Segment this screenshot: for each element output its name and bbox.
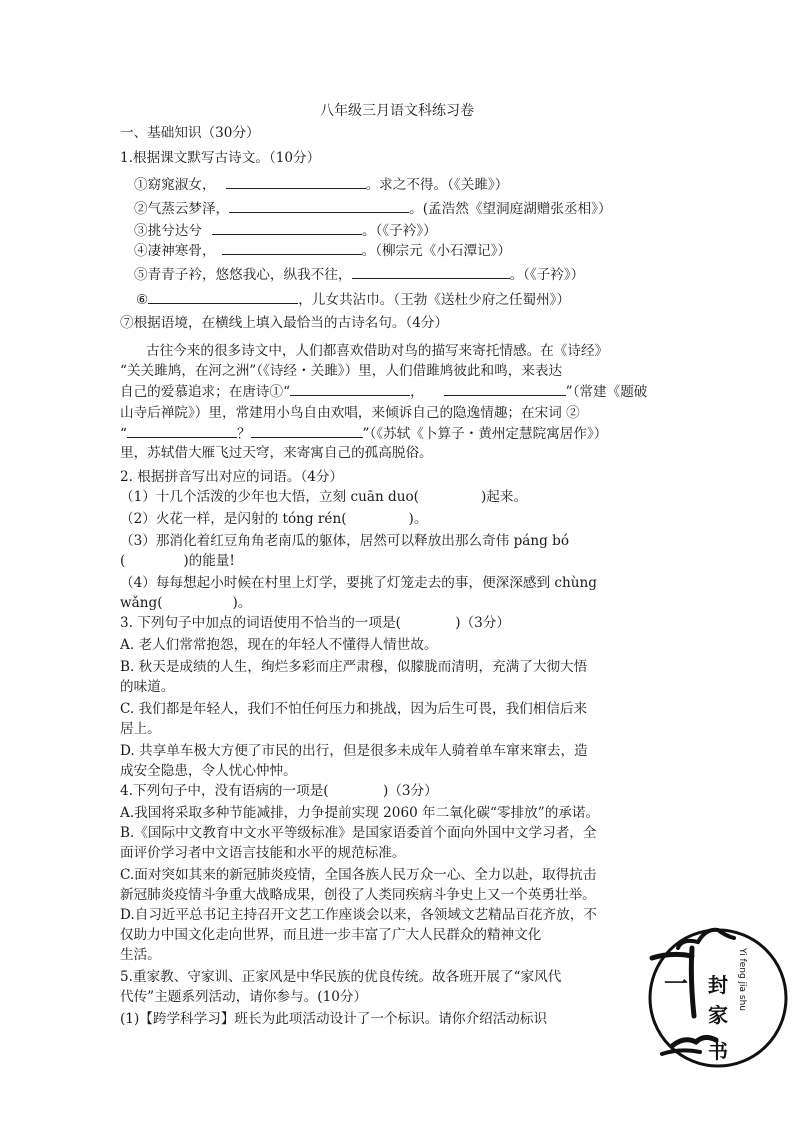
- option-a: A. 老人们常常抱怨，现在的年轻人不懂得人情世故。: [120, 637, 438, 653]
- answer-blank[interactable]: [212, 221, 362, 235]
- answer-blank[interactable]: [229, 199, 409, 213]
- answer-blank[interactable]: [127, 424, 237, 438]
- poem-line-6: ⑥ ，儿女共沾巾。（王勃《送杜少府之任蜀州》）: [136, 292, 571, 308]
- option-c-cont: 居上。: [120, 721, 161, 737]
- answer-blank[interactable]: [352, 265, 510, 279]
- poem-line-7: ⑦根据语境，在横线上填入最恰当的古诗名句。（4分）: [120, 315, 449, 331]
- context-paragraph-line: 里，苏轼借大雁飞过天穹，来寄寓自己的孤高脱俗。: [120, 445, 433, 461]
- context-paragraph-line: 山寺后禅院》）里，常建用小鸟自由欢唱，来倾诉自己的隐逸情趣；在宋词 ②: [120, 405, 580, 421]
- yi-feng-jia-shu-seal-logo: [642, 918, 788, 1068]
- option-b-cont: 的味道。: [120, 679, 175, 695]
- option-d-cont: 仅助力中国文化走向世界，而且进一步丰富了广大人民群众的精神文化: [120, 927, 542, 943]
- option-b: B.《国际中文教育中文水平等级标准》是国家语委首个面向外国中文学习者，全: [120, 825, 597, 841]
- question-5-heading: 5.重家教、守家训、正家风是中华民族的优良传统。故各班开展了“家风代: [120, 969, 562, 985]
- answer-blank[interactable]: [444, 382, 566, 396]
- answer-blank[interactable]: [290, 382, 410, 396]
- option-b: B. 秋天是成绩的人生，绚烂多彩而庄严肃穆，似朦胧而清明，充满了大彻大悟: [120, 659, 588, 675]
- context-paragraph-line: “关关雎鸠，在河之洲”（《诗经・关雎》）里，人们借雎鸠彼此和鸣，来表达: [120, 363, 563, 379]
- option-b-cont: 面评价学习者中文语言技能和水平的规范标准。: [120, 845, 406, 861]
- poem-line-1: ①窈窕淑女， 。求之不得。（《关雎》）: [134, 177, 509, 193]
- option-d-cont: 生活。: [120, 947, 161, 963]
- question-5-heading-cont: 代传”主题系列活动，请你参与。(10分）: [120, 989, 368, 1005]
- pinyin-item-4-cont: wǎng( )。: [120, 595, 252, 611]
- answer-blank[interactable]: [148, 290, 298, 304]
- question-4-heading: 4.下列句子中，没有语病的一项是( )（3分）: [120, 783, 438, 799]
- answer-blank[interactable]: [222, 241, 362, 255]
- section-heading: 一、基础知识（30分）: [120, 125, 260, 141]
- page-title: 八年级三月语文科练习卷: [320, 103, 474, 119]
- option-c: C.面对突如其来的新冠肺炎疫情，全国各族人民万众一心、全力以赴，取得抗击: [120, 867, 597, 883]
- option-d: D.自习近平总书记主持召开文艺工作座谈会以来，各领域文艺精品百花齐放，不: [120, 907, 597, 923]
- seal-character: 书: [708, 1039, 728, 1063]
- poem-line-2: ②气蒸云梦泽， 。(孟浩然《望洞庭湖赠张丞相》）: [134, 201, 612, 217]
- context-paragraph-line: 古往今来的很多诗文中，人们都喜欢借助对鸟的描写来寄托情感。在《诗经》: [146, 343, 609, 359]
- option-d: D. 共享单车极大方便了市民的出行，但是很多未成年人骑着单车窜来窜去，造: [120, 743, 588, 759]
- poem-line-3: ③挑兮达兮 。（《子衿》）: [134, 223, 437, 239]
- question-1-heading: 1.根据课文默写古诗文。（10分）: [120, 150, 321, 166]
- answer-blank[interactable]: [251, 424, 363, 438]
- question-3-heading: 3. 下列句子中加点的词语使用不恰当的一项是( )（3分）: [120, 615, 510, 631]
- seal-character: 一: [664, 969, 688, 998]
- pinyin-item-3: （3）那消化着红豆角角老南瓜的躯体，居然可以释放出那么奇伟 páng bó: [120, 533, 570, 549]
- pinyin-item-2: （2）火花一样，是闪射的 tóng rén( )。: [120, 511, 428, 527]
- option-c: C. 我们都是年轻人，我们不怕任何压力和挑战，因为后生可畏，我们相信后来: [120, 701, 588, 717]
- option-c-cont: 新冠肺炎疫情斗争重大战略成果，创役了人类同疾病斗争史上又一个英勇壮举。: [120, 887, 596, 903]
- question-2-heading: 2. 根据拼音写出对应的词语。（4分）: [120, 469, 344, 485]
- context-paragraph-line: “ ？ ”（《苏轼《卜算子・黄州定慧院寓居作》）: [120, 426, 608, 442]
- option-d-cont: 成安全隐患，令人忧心忡忡。: [120, 763, 297, 779]
- question-5-part-1: (1)【跨学科学习】班长为此项活动设计了一个标识。请你介绍活动标识: [120, 1011, 548, 1027]
- pinyin-item-4: （4）每每想起小时候在村里上灯学，要挑了灯笼走去的事，便深深感到 chùng: [120, 575, 597, 591]
- seal-character: 家: [708, 1003, 728, 1027]
- context-paragraph-line: 自己的爱慕追求；在唐诗①“ ， ”（常建《题破: [120, 384, 648, 400]
- option-a: A.我国将采取多种节能减排，力争提前实现 2060 年二氧化碳“零排放”的承诺。: [120, 805, 600, 821]
- answer-blank[interactable]: [226, 175, 366, 189]
- seal-pinyin: Yi feng jia shu: [737, 948, 747, 1011]
- pinyin-item-3-cont: ( )的能量!: [120, 553, 235, 569]
- poem-line-5: ⑤青青子衿，悠悠我心，纵我不往， 。（《子衿》）: [134, 267, 585, 283]
- poem-line-4: ④凄神寒骨， 。（柳宗元《小石潭记》）: [134, 243, 512, 259]
- pinyin-item-1: （1）十几个活泼的少年也大悟，立刻 cuān duo( )起来。: [120, 489, 528, 505]
- seal-character: 封: [708, 973, 728, 997]
